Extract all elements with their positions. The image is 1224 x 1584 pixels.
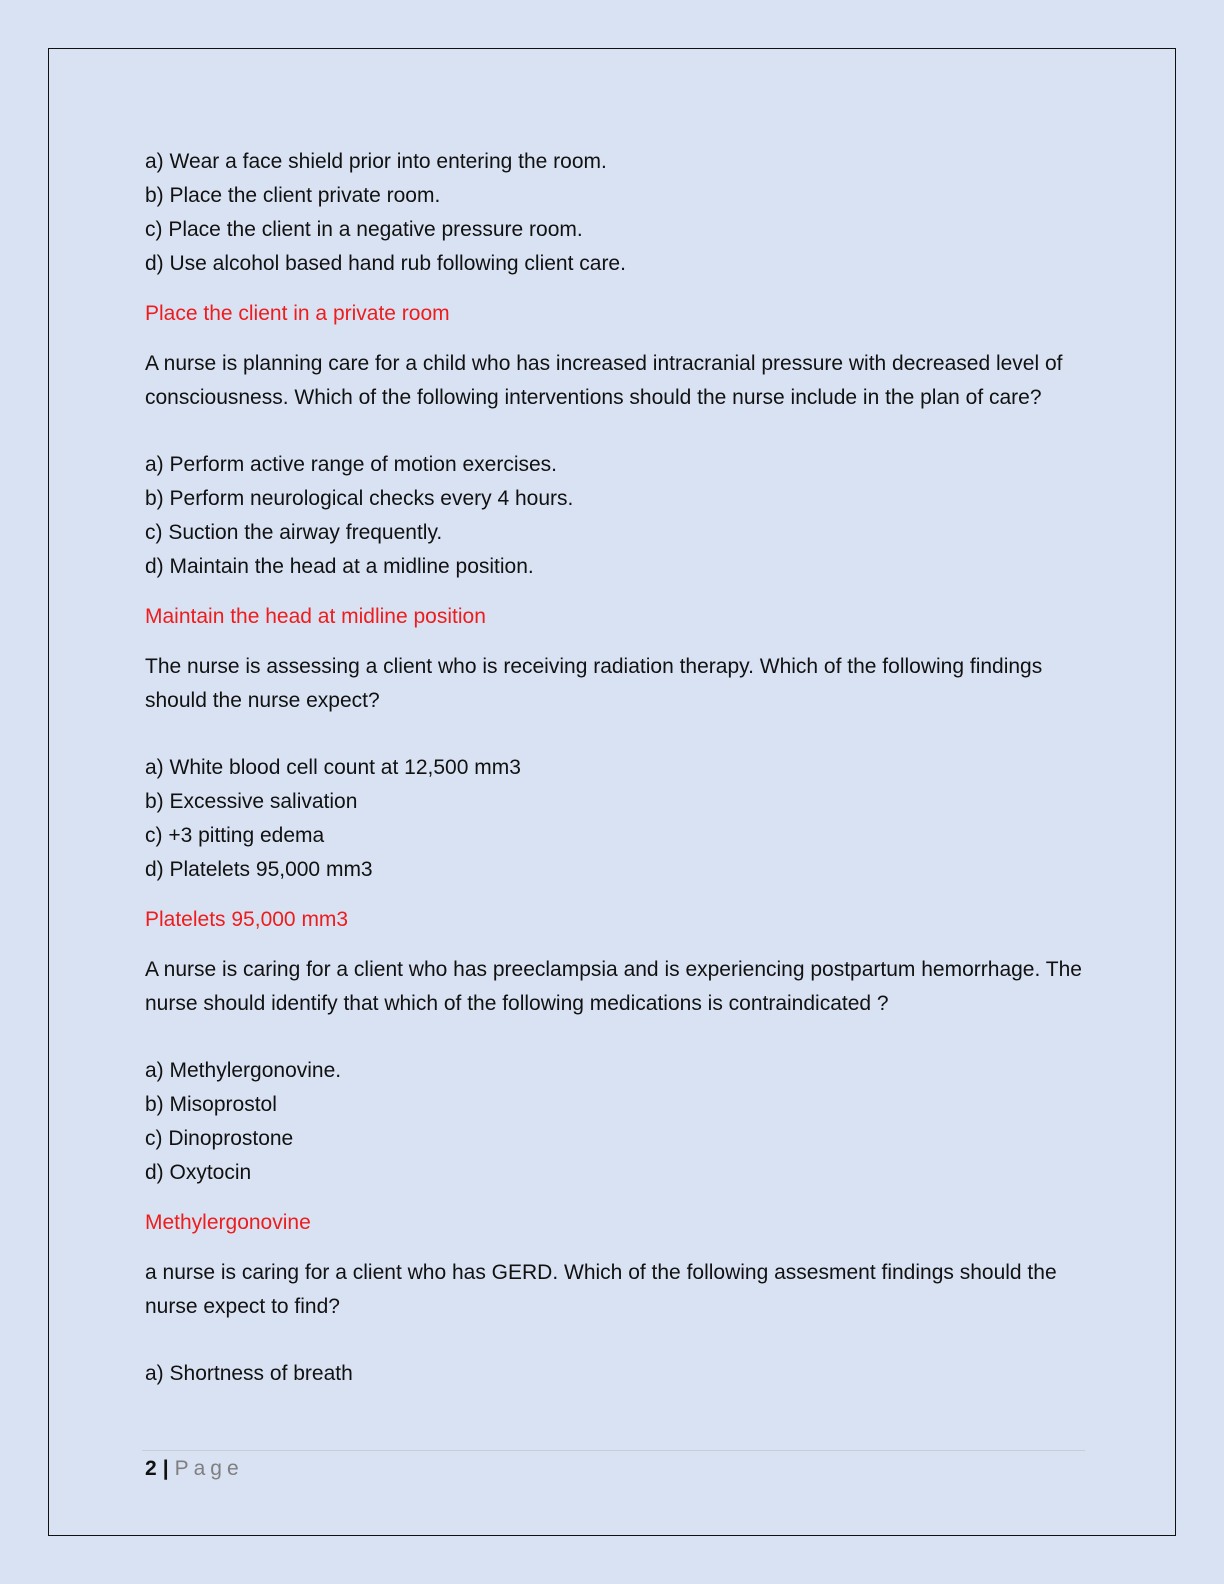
answer-1: Place the client in a private room: [145, 302, 450, 325]
option-a: a) Perform active range of motion exercises.: [145, 453, 558, 476]
options-list-5: [145, 1357, 1085, 1391]
option-d: d) Maintain the head at a midline position.: [145, 555, 534, 578]
answer-4: Methylergonovine: [145, 1211, 311, 1234]
question-5: a nurse is caring for a client who has GERD. Which of the following assesment findings should the nurse expect to find?: [145, 1261, 1057, 1318]
page-label: Page: [174, 1457, 244, 1480]
option-a: a) Wear a face shield prior into entering the room.: [145, 150, 607, 173]
option-a: a) White blood cell count at 12,500 mm3: [145, 756, 521, 779]
answer-2: Maintain the head at midline position: [145, 605, 486, 628]
option-b: b) Misoprostol: [145, 1093, 277, 1116]
question-3: The nurse is assessing a client who is receiving radiation therapy. Which of the following findings should the nurse expect?: [145, 655, 1043, 712]
document-body: [145, 145, 1085, 1391]
option-d: d) Oxytocin: [145, 1161, 252, 1184]
option-c: c) Place the client in a negative pressure room.: [145, 218, 583, 241]
question-4: A nurse is caring for a client who has preeclampsia and is experiencing postpartum hemorrhage. The nurse should identify that which of the following medications is contraindicated ?: [145, 958, 1082, 1015]
question-2: A nurse is planning care for a child who has increased intracranial pressure with decreased level of consciousness. Which of the following interventions should the nurse include in the plan of care?: [145, 352, 1063, 409]
footer-divider: [142, 1450, 1085, 1451]
option-b: b) Excessive salivation: [145, 790, 358, 813]
option-b: b) Perform neurological checks every 4 hours.: [145, 487, 574, 510]
option-b: b) Place the client private room.: [145, 184, 441, 207]
page-footer: [145, 1455, 244, 1483]
option-c: c) +3 pitting edema: [145, 824, 325, 847]
options-list-2: [145, 448, 1085, 584]
option-d: d) Use alcohol based hand rub following client care.: [145, 252, 626, 275]
options-list-3: [145, 751, 1085, 887]
options-list-4: [145, 1054, 1085, 1190]
option-a: a) Shortness of breath: [145, 1362, 353, 1385]
option-c: c) Suction the airway frequently.: [145, 521, 443, 544]
answer-3: Platelets 95,000 mm3: [145, 908, 349, 931]
option-d: d) Platelets 95,000 mm3: [145, 858, 373, 881]
footer-separator: |: [162, 1457, 169, 1480]
option-c: c) Dinoprostone: [145, 1127, 294, 1150]
page-number: 2: [145, 1457, 157, 1480]
options-list-1: [145, 145, 1085, 281]
option-a: a) Methylergonovine.: [145, 1059, 342, 1082]
